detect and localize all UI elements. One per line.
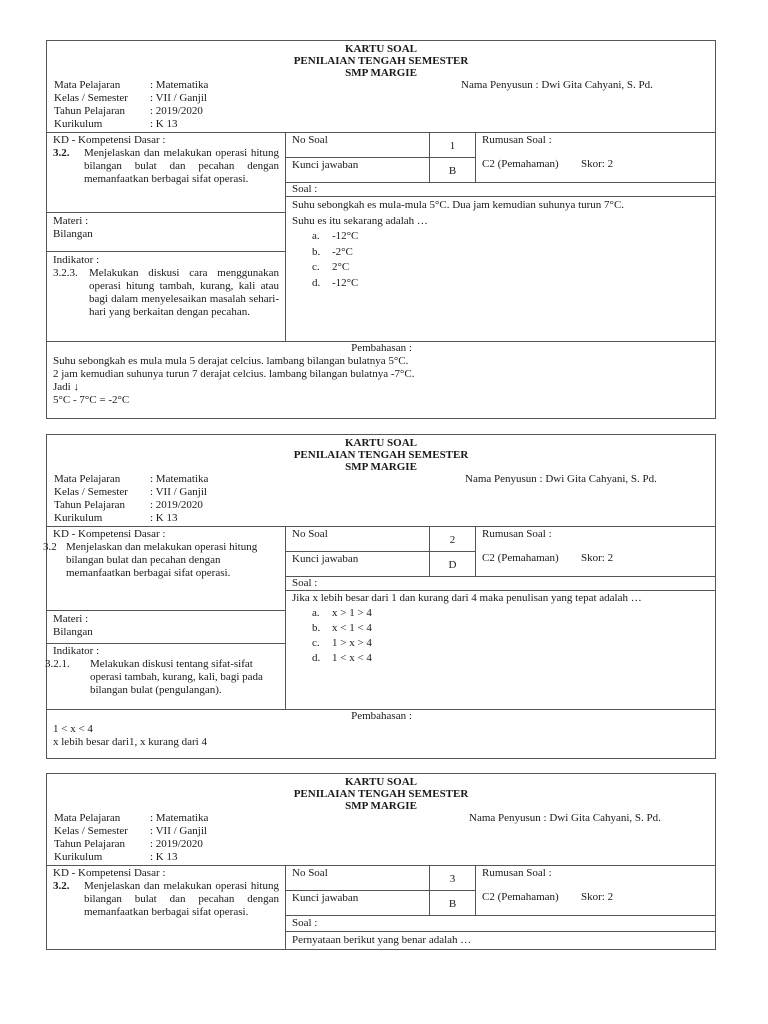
kd-text: Menjelaskan dan melakukan operasi hitung bilangan bulat dan pecahan dengan memanfaatkan berbagai sifat operasi. [66,541,258,579]
indikator-cell [47,644,286,709]
kunci-value: B [448,898,457,910]
card-title: KARTU SOAL [344,43,418,55]
soal-body-cell [286,932,716,950]
school-name: SMP MARGIE [345,461,417,473]
card-meta [54,473,208,525]
option-c: c. 2°C [312,261,350,273]
soal-text: Pernyataan berikut yang benar adalah … [292,934,472,946]
no-soal-label-cell [286,527,430,552]
subject-value: : Matematika [150,473,209,485]
soal-label: Soal : [292,183,318,195]
card-meta [54,812,208,864]
skor: Skor: 2 [581,552,614,564]
option-a: a. x > 1 > 4 [312,607,372,619]
pembahasan-label: Pembahasan : [351,342,412,354]
year-label: Tahun Pelajaran [54,838,126,850]
subject-value: : Matematika [150,812,209,824]
rumusan-cell [476,527,716,577]
card-meta [54,79,208,131]
kd-number: 3.2. [53,880,70,892]
card-header [47,774,715,866]
option-b: b. x < 1 < 4 [312,622,372,634]
subject-label: Mata Pelajaran [54,473,121,485]
indikator-number: 3.2.1. [45,658,70,670]
kunci-value-cell [430,552,476,577]
no-soal-value: 1 [449,140,456,152]
school-name: SMP MARGIE [345,67,417,79]
rumusan-level: C2 (Pemahaman) [482,158,559,170]
pembahasan-cell [47,341,716,419]
rumusan-level: C2 (Pemahaman) [482,891,559,903]
kunci-value: D [448,559,457,571]
question-card-3 [46,773,716,950]
exam-title: PENILAIAN TENGAH SEMESTER [293,788,469,800]
no-soal-label-cell [286,866,430,891]
author: Nama Penyusun : Dwi Gita Cahyani, S. Pd. [461,79,653,91]
class-value: : VII / Ganjil [150,486,207,498]
kd-cell [47,133,286,213]
kunci-label: Kunci jawaban [292,159,359,171]
option-b: b. -2°C [312,245,353,258]
materi-cell [47,611,286,644]
option-list [292,606,710,666]
no-soal-label: No Soal [292,134,328,146]
materi-value: Bilangan [53,228,93,240]
school-name: SMP MARGIE [345,800,417,812]
soal-label: Soal : [292,917,318,929]
card-header [47,435,715,527]
kd-text: Menjelaskan dan melakukan operasi hitung bilangan bulat dan pecahan dengan memanfaatkan berbagai sifat operasi. [84,880,279,918]
option-list [292,229,710,291]
no-soal-value-cell [430,133,476,158]
author: Nama Penyusun : Dwi Gita Cahyani, S. Pd. [469,812,661,824]
kd-number: 3.2. [53,147,70,159]
kd-label: KD - Kompetensi Dasar : [53,528,166,540]
exam-title: PENILAIAN TENGAH SEMESTER [293,449,469,461]
year-label: Tahun Pelajaran [54,105,126,117]
option-d: d. -12°C [312,276,359,289]
curriculum-value: : K 13 [150,851,178,863]
card-title: KARTU SOAL [344,437,418,449]
pembahasan-line: x lebih besar dari1, x kurang dari 4 [53,736,207,748]
kunci-label: Kunci jawaban [292,553,359,565]
pembahasan-line: 5°C - 7°C = -2°C [53,394,130,406]
rumusan-level: C2 (Pemahaman) [482,552,559,564]
curriculum-label: Kurikulum [54,851,103,863]
soal-label-cell [286,577,716,591]
skor: Skor: 2 [581,891,614,903]
pembahasan-line: Suhu sebongkah es mula mula 5 derajat celcius. lambang bilangan bulatnya 5°C. [53,355,409,367]
no-soal-value-cell [430,527,476,552]
pembahasan-cell [47,709,716,759]
soal-label-cell [286,183,716,197]
kd-text: Menjelaskan dan melakukan operasi hitung bilangan bulat dan pecahan dengan memanfaatkan berbagai sifat operasi. [84,147,279,185]
kd-label: KD - Kompetensi Dasar : [53,867,166,879]
rumusan-cell [476,866,716,916]
rumusan-label: Rumusan Soal : [482,134,552,146]
year-value: : 2019/2020 [150,499,203,511]
soal-text: Suhu sebongkah es mula-mula 5°C. Dua jam kemudian suhunya turun 7°C. [292,199,625,211]
exam-title: PENILAIAN TENGAH SEMESTER [293,55,469,67]
indikator-label: Indikator : [53,645,100,657]
subject-value: : Matematika [150,79,209,91]
curriculum-value: : K 13 [150,512,178,524]
kd-cell [47,866,286,950]
subject-label: Mata Pelajaran [54,812,121,824]
class-value: : VII / Ganjil [150,825,207,837]
subject-label: Mata Pelajaran [54,79,121,91]
kunci-label-cell [286,158,430,183]
materi-value: Bilangan [53,626,93,638]
pembahasan-line: 1 < x < 4 [53,723,93,735]
indikator-cell [47,252,286,341]
option-a: a. -12°C [312,230,359,242]
curriculum-label: Kurikulum [54,118,103,130]
materi-label: Materi : [53,215,89,227]
kunci-value-cell [430,158,476,183]
soal-body-cell [286,197,716,341]
kunci-value: B [448,165,457,177]
kunci-label-cell [286,552,430,577]
class-label: Kelas / Semester [54,486,128,498]
no-soal-label-cell [286,133,430,158]
soal-label-cell [286,916,716,932]
year-value: : 2019/2020 [150,105,203,117]
kd-label: KD - Kompetensi Dasar : [53,134,166,146]
year-value: : 2019/2020 [150,838,203,850]
soal-body-cell [286,591,716,709]
kd-number: 3.2 [43,541,57,553]
soal-text: Jika x lebih besar dari 1 dan kurang dari 4 maka penulisan yang tepat adalah … [292,592,642,604]
kunci-value-cell [430,891,476,916]
no-soal-label: No Soal [292,867,328,879]
card-title: KARTU SOAL [344,776,418,788]
card-header [47,41,715,133]
curriculum-value: : K 13 [150,118,178,130]
rumusan-label: Rumusan Soal : [482,867,552,879]
author: Nama Penyusun : Dwi Gita Cahyani, S. Pd. [465,473,657,485]
indikator-text: Melakukan diskusi cara menggunakan operasi hitung tambah, kurang, kali atau bagi dalam menyelesaikan masalah sehari-hari yang berkaitan dengan pecahan. [89,267,279,318]
soal-text-2: Suhu es itu sekarang adalah … [292,214,428,227]
no-soal-label: No Soal [292,528,328,540]
rumusan-label: Rumusan Soal : [482,528,552,540]
materi-cell [47,213,286,252]
class-value: : VII / Ganjil [150,92,207,104]
materi-label: Materi : [53,613,89,625]
no-soal-value: 3 [449,873,456,885]
no-soal-value: 2 [449,534,456,546]
question-card-2 [43,434,716,759]
kunci-label-cell [286,891,430,916]
no-soal-value-cell [430,866,476,891]
indikator-label: Indikator : [53,254,100,266]
indikator-number: 3.2.3. [53,267,78,279]
class-label: Kelas / Semester [54,825,128,837]
question-card-1 [46,40,716,419]
class-label: Kelas / Semester [54,92,128,104]
kunci-label: Kunci jawaban [292,892,359,904]
pembahasan-label: Pembahasan : [351,710,412,722]
year-label: Tahun Pelajaran [54,499,126,511]
curriculum-label: Kurikulum [54,512,103,524]
soal-label: Soal : [292,577,318,589]
pembahasan-line: Jadi ↓ [53,381,79,393]
option-d: d. 1 < x < 4 [312,652,372,664]
kd-cell [43,527,286,611]
skor: Skor: 2 [581,158,614,170]
rumusan-cell [476,133,716,183]
pembahasan-line: 2 jam kemudian suhunya turun 7 derajat celcius. lambang bilangan bulatnya -7°C. [53,368,415,380]
indikator-text: Melakukan diskusi tentang sifat-sifat operasi tambah, kurang, kali, bagi pada bilangan bulat (pengulangan). [90,658,263,696]
option-c: c. 1 > x > 4 [312,637,372,649]
